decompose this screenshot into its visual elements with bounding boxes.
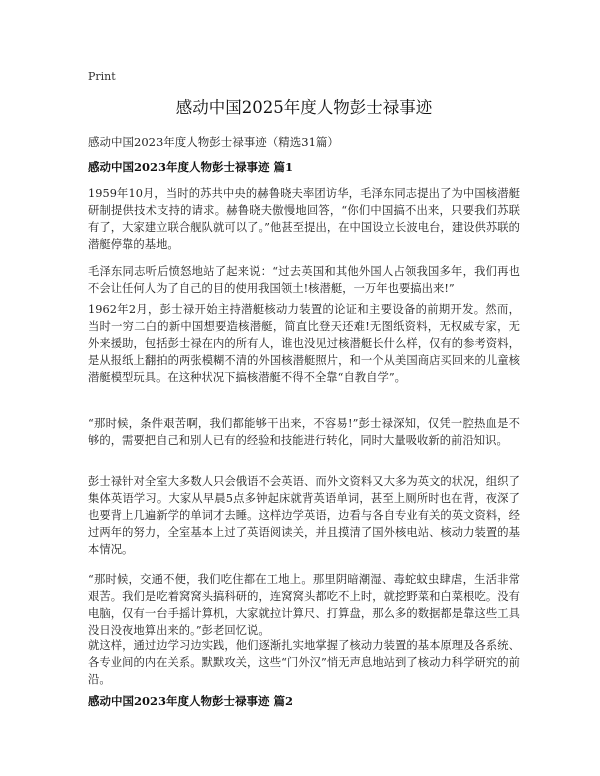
document-title: 感动中国2025年度人物彭士禄事迹 bbox=[175, 98, 433, 117]
print-link[interactable]: Print bbox=[88, 70, 116, 83]
paragraph: 毛泽东同志听后愤怒地站了起来说：“过去英国和其他外国人占领我国多年，我们再也不会让任何人为了自己的目的使用我国领土!核潜艇，一万年也要搞出来!” bbox=[88, 265, 520, 295]
paragraph: 就这样，通过边学习边实践，他们逐渐扎实地掌握了核动力装置的基本原理及各系统、各专业间的内在关系。默默攻关，这些“门外汉”悄无声息地站到了核动力科学研究的前沿。 bbox=[88, 639, 520, 686]
paragraph: 1959年10月，当时的苏共中央的赫鲁晓夫率团访华，毛泽东同志提出了为中国核潜艇研制提供技术支持的请求。赫鲁晓夫傲慢地回答，“你们中国搞不出来，只要我们苏联有了，大家建立联合舰队就可以了。”他甚至提出，在中国设立长波电台，建设供苏联的潜艇停靠的基地。 bbox=[88, 187, 520, 251]
paragraph: 1962年2月，彭士禄开始主持潜艇核动力装置的论证和主要设备的前期开发。然而，当时一穷二白的新中国想要造核潜艇，简直比登天还难!无图纸资料，无权威专家，无外来援助，包括彭士禄在内的所有人，谁也没见过核潜艇长什么样，仅有的参考资料，是从报纸上翻拍的两张模糊不清的外国核潜艇照片，和一个从美国商店买回来的儿童核潜艇模型玩具。在这种状况下搞核潜艇不得不全靠“自教自学”。 bbox=[88, 303, 520, 384]
section-heading-1: 感动中国2023年度人物彭士禄事迹 篇1 bbox=[88, 160, 294, 174]
section-heading-2: 感动中国2023年度人物彭士禄事迹 篇2 bbox=[88, 694, 294, 708]
paragraph: 彭士禄针对全室大多数人只会俄语不会英语、而外文资料又大多为英文的状况，组织了集体英语学习。大家从早晨5点多钟起床就背英语单词，甚至上厕所时也在背，夜深了也要背上几遍新学的单词才去睡。这样边学英语，边看与各自专业有关的英文资料，经过两年的努力，全室基本上过了英语阅读关，并且摸清了国外核电站、核动力装置的基本情况。 bbox=[88, 475, 520, 556]
document-subtitle: 感动中国2023年度人物彭士禄事迹（精选31篇） bbox=[88, 135, 339, 149]
paragraph: “那时候，条件艰苦啊，我们都能够干出来，不容易!”彭士禄深知，仅凭一腔热血是不够的，需要把自己和别人已有的经验和技能进行转化，同时大量吸收新的前沿知识。 bbox=[88, 417, 520, 447]
paragraph: “那时候，交通不便，我们吃住都在工地上。那里阴暗潮湿、毒蛇蚊虫肆虐，生活非常艰苦。我们是吃着窝窝头搞科研的，连窝窝头都吃不上时，就挖野菜和白菜根吃。没有电脑，仅有一台手摇计算机，大家就拉计算尺、打算盘，那么多的数据都是靠这些工具没日没夜地算出来的。”彭老回忆说。 bbox=[88, 573, 520, 637]
